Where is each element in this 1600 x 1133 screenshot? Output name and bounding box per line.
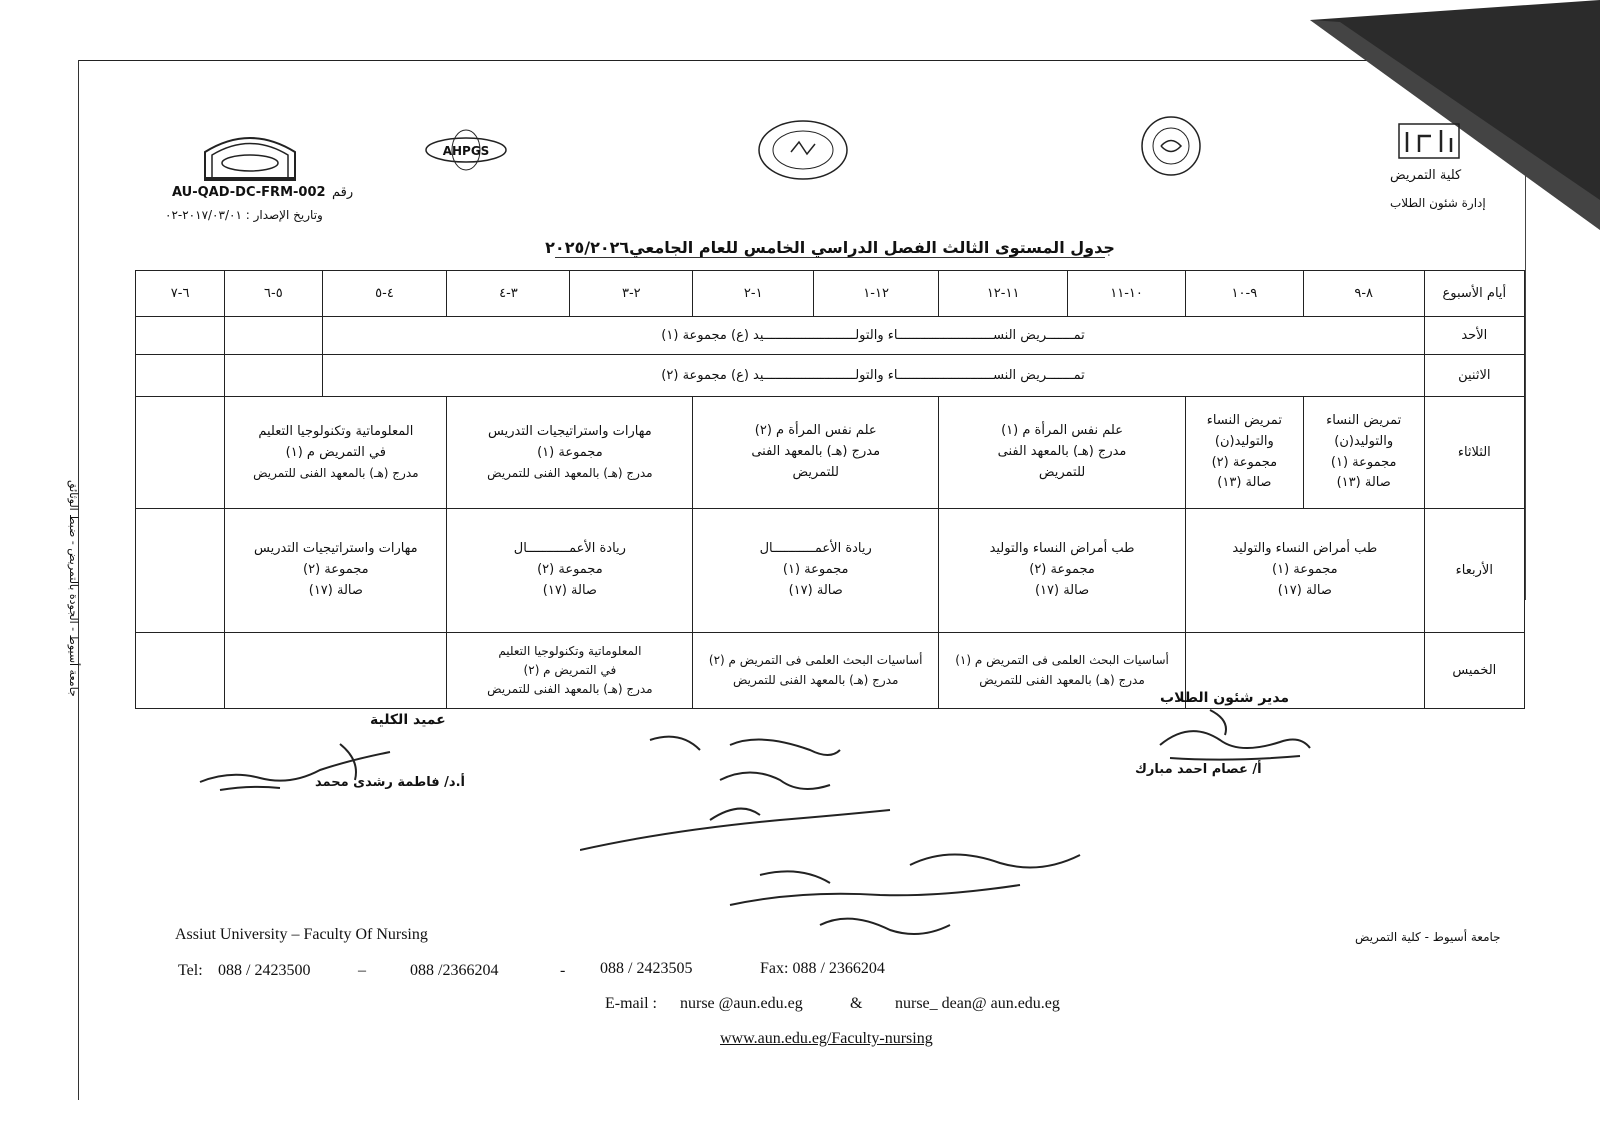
thursday-session xyxy=(939,633,1186,709)
footer-tel-label: Tel: xyxy=(178,962,203,979)
room-label: صالة (١٣) xyxy=(1217,475,1272,491)
wednesday-session xyxy=(939,509,1186,633)
course-name: أساسيات البحث العلمى فى التمريض م (٢) xyxy=(708,653,923,668)
corner-label: أيام الأسبوع xyxy=(1424,271,1524,317)
slot-header: ٦-٧ xyxy=(136,271,225,317)
course-name: ريادة الأعمـــــــــــال xyxy=(759,541,872,557)
course-name: علم نفس المرأة م (٢) xyxy=(754,423,877,439)
schedule-table xyxy=(135,270,1525,709)
footer-tel-3: 088 / 2423505 xyxy=(600,960,693,977)
footer-email-2: nurse_ dean@ aun.edu.eg xyxy=(895,995,1060,1012)
room-label: للتمريض xyxy=(1038,464,1086,480)
tuesday-session xyxy=(225,397,447,509)
room-label: مدرج (هـ) بالمعهد الفنى xyxy=(751,444,881,460)
footer-ampersand: & xyxy=(850,995,863,1012)
group-label: في التمريض م (١) xyxy=(285,444,387,460)
approval-signature xyxy=(720,835,1100,945)
day-sunday: الأحد xyxy=(1424,317,1524,355)
wednesday-session xyxy=(447,509,693,633)
day-tuesday: الثلاثاء xyxy=(1424,397,1524,509)
student-affairs-manager-title: مدير شئون الطلاب xyxy=(1160,690,1290,706)
course-name: المعلوماتية وتكنولوجيا التعليم xyxy=(498,643,642,658)
university-arch-logo xyxy=(200,130,300,182)
empty-cell xyxy=(136,633,225,709)
issue-date: وتاريخ الإصدار : ٢٠١٧/٠٣/٠١-٠٢ xyxy=(165,208,323,222)
footer-university: Assiut University – Faculty Of Nursing xyxy=(175,926,428,943)
footer-dash-2: - xyxy=(560,962,566,979)
course-name: تمريض النساء والتوليد(ن) xyxy=(1326,412,1402,449)
header-row xyxy=(136,271,1525,317)
room-label: مدرج (هـ) بالمعهد الفنى للتمريض xyxy=(979,672,1145,687)
slot-header: ١٢-١ xyxy=(814,271,939,317)
course-name: مهارات واستراتيجيات التدريس xyxy=(488,424,652,440)
room-label: مدرج (هـ) بالمعهد الفنى xyxy=(997,444,1127,460)
tuesday-session xyxy=(447,397,693,509)
course-name: مهارات واستراتيجيات التدريس xyxy=(254,541,418,557)
empty-cell xyxy=(136,317,225,355)
room-label: للتمريض xyxy=(792,464,839,480)
course-name: طب أمراض النساء والتوليد xyxy=(989,541,1135,557)
dean-title: عميد الكلية xyxy=(370,712,446,728)
group-label: مجموعة (١) xyxy=(782,562,849,578)
title-underline xyxy=(555,257,1105,258)
authorized-training-center-logo xyxy=(1125,115,1217,177)
group-label: مجموعة (٢) xyxy=(1029,562,1095,578)
day-monday: الاثنين xyxy=(1424,355,1524,397)
room-label: صالة (١٧) xyxy=(542,582,597,598)
group-label: مجموعة (٢) xyxy=(1211,454,1278,470)
empty-cell xyxy=(136,355,225,397)
ahpgs-logo xyxy=(420,128,512,172)
slot-header: ١-٢ xyxy=(693,271,814,317)
empty-cell xyxy=(136,509,225,633)
slot-header: ٤-٥ xyxy=(322,271,447,317)
table-row-sunday xyxy=(136,317,1525,355)
wednesday-session xyxy=(225,509,447,633)
room-label: مدرج (هـ) بالمعهد الفنى للتمريض xyxy=(487,465,653,480)
slot-header: ٨-٩ xyxy=(1303,271,1424,317)
thursday-session xyxy=(447,633,693,709)
room-label: مدرج (هـ) بالمعهد الفنى للتمريض xyxy=(732,672,899,687)
sunday-session: تمـــــــريض النســـــــــــــــــــــــــاء والتولــــــــــــــــــــــــيد (ع) مجموعة (١) xyxy=(322,317,1424,355)
form-code-label: رقم xyxy=(332,185,354,200)
slot-header: ١٠-١١ xyxy=(1068,271,1186,317)
tuesday-session xyxy=(693,397,939,509)
room-label: مدرج (هـ) بالمعهد الفنى للتمريض xyxy=(253,465,419,480)
side-stamp-text: جامعة أسيوط - الجودة بالتمريض - ضبط الوثائق xyxy=(67,480,80,697)
footer-arabic-university: جامعة أسيوط - كلية التمريض xyxy=(1355,930,1501,944)
slot-header: ٣-٤ xyxy=(447,271,570,317)
room-label: صالة (١٧) xyxy=(1034,582,1090,598)
room-label: صالة (١٧) xyxy=(308,582,363,598)
group-label: في التمريض م (٢) xyxy=(523,662,617,677)
wednesday-session xyxy=(693,509,939,633)
dean-signature xyxy=(190,730,430,800)
group-label: مجموعة (١) xyxy=(1330,454,1397,470)
student-affairs-manager-name: أ/ عصام احمد مبارك xyxy=(1135,762,1262,777)
thursday-session xyxy=(693,633,939,709)
footer-fax: Fax: 088 / 2366204 xyxy=(760,960,885,977)
room-label: مدرج (هـ) بالمعهد الفنى للتمريض xyxy=(487,682,653,697)
footer-email-1: nurse @aun.edu.eg xyxy=(680,995,803,1012)
ahpgs-logo-text: AHPGS xyxy=(442,144,490,158)
course-name: طب أمراض النساء والتوليد xyxy=(1232,541,1378,557)
table-row-tuesday xyxy=(136,397,1525,509)
day-wednesday: الأربعاء xyxy=(1424,509,1524,633)
course-name: المعلوماتية وتكنولوجيا التعليم xyxy=(258,424,414,440)
day-thursday: الخميس xyxy=(1424,633,1524,709)
footer-website-link[interactable]: www.aun.edu.eg/Faculty-nursing xyxy=(720,1030,933,1047)
faculty-name: كلية التمريض xyxy=(1390,168,1462,183)
group-label: مجموعة (١) xyxy=(1272,562,1338,578)
slot-header: ٢-٣ xyxy=(570,271,693,317)
manager-signature xyxy=(1150,700,1320,770)
dean-name: أ.د/ فاطمة رشدى محمد xyxy=(315,775,465,790)
course-name: ريادة الأعمـــــــــــال xyxy=(513,541,626,557)
group-label: مجموعة (١) xyxy=(537,444,603,460)
accreditation-seal-logo xyxy=(755,118,851,182)
footer-tel-1: 088 / 2423500 xyxy=(218,962,311,979)
slot-header: ٥-٦ xyxy=(225,271,322,317)
department-name: إدارة شئون الطلاب xyxy=(1390,196,1486,210)
tuesday-session xyxy=(1303,397,1424,509)
tuesday-session xyxy=(939,397,1186,509)
empty-cell xyxy=(225,355,322,397)
empty-cell xyxy=(225,317,322,355)
empty-cell xyxy=(136,397,225,509)
table-row-thursday xyxy=(136,633,1525,709)
course-name: علم نفس المرأة م (١) xyxy=(1001,423,1123,439)
course-name: تمريض النساء والتوليد(ن) xyxy=(1206,412,1282,449)
tuesday-session xyxy=(1185,397,1303,509)
empty-cell xyxy=(225,633,447,709)
room-label: صالة (١٧) xyxy=(1277,582,1332,598)
group-label: مجموعة (٢) xyxy=(303,562,369,578)
footer-tel-2: 088 /2366204 xyxy=(410,962,499,979)
course-name: أساسيات البحث العلمى فى التمريض م (١) xyxy=(955,653,1169,668)
room-label: صالة (١٣) xyxy=(1336,475,1391,491)
faculty-logo xyxy=(1395,118,1465,162)
schedule-title: جدول المستوى الثالث الفصل الدراسي الخامس للعام الجامعي٢٠٢٥/٢٠٢٦ xyxy=(545,238,1115,257)
room-label: صالة (١٧) xyxy=(788,582,843,598)
form-code: AU-QAD-DC-FRM-002 xyxy=(172,185,326,200)
slot-header: ١١-١٢ xyxy=(939,271,1068,317)
table-row-wednesday xyxy=(136,509,1525,633)
footer-dash-1: – xyxy=(358,962,366,979)
group-label: مجموعة (٢) xyxy=(537,562,603,578)
table-row-monday xyxy=(136,355,1525,397)
monday-session: تمـــــــريض النســـــــــــــــــــــــــاء والتولــــــــــــــــــــــــيد (ع) مجموعة (٢) xyxy=(322,355,1424,397)
slot-header: ٩-١٠ xyxy=(1185,271,1303,317)
footer-email-label: E-mail : xyxy=(605,995,657,1012)
wednesday-session xyxy=(1185,509,1424,633)
